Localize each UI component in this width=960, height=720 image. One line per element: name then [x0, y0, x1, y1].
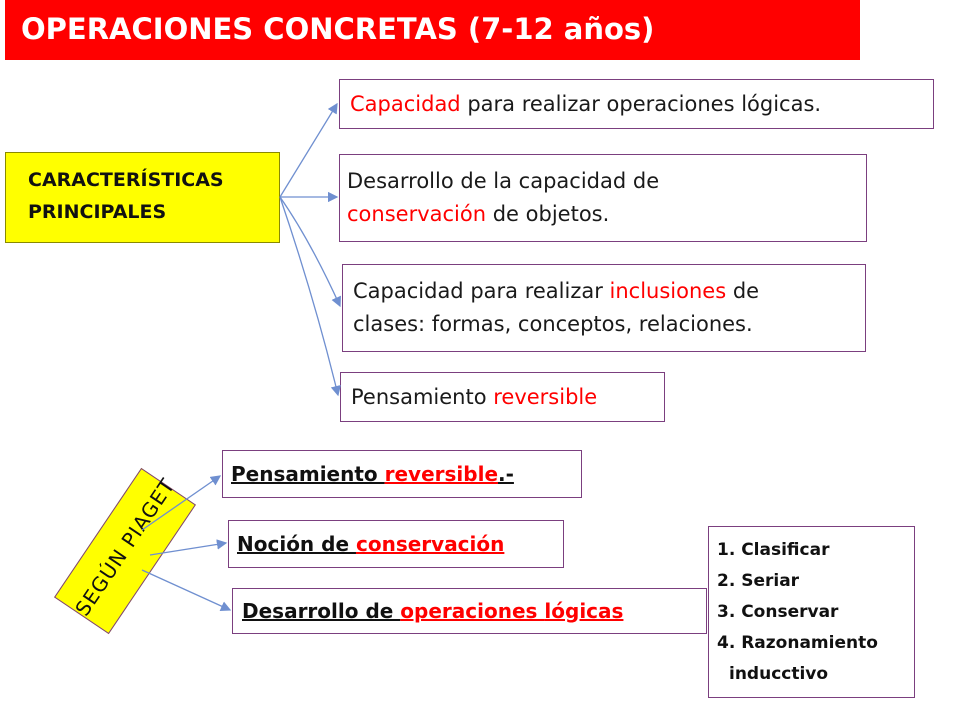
arrow-to-characteristic-1	[280, 104, 337, 197]
piaget-text: Noción de	[237, 532, 356, 556]
piaget-highlight: conservación	[355, 532, 505, 556]
piaget-conservation-notion	[228, 520, 564, 568]
characteristic-text: de	[726, 279, 760, 303]
list-item: 1. Clasificar	[717, 540, 830, 560]
characteristic-text: para realizar operaciones lógicas.	[460, 92, 822, 116]
characteristic-highlight: reversible	[493, 385, 598, 409]
piaget-reversible-thinking	[222, 450, 582, 498]
piaget-text: Pensamiento	[231, 462, 385, 486]
arrow-to-piaget-3	[142, 570, 230, 610]
piaget-highlight: operaciones	[400, 599, 545, 623]
characteristics-heading-line1: CARACTERÍSTICAS	[28, 169, 224, 191]
characteristic-conservation	[339, 154, 867, 242]
piaget-logical-operations	[232, 588, 707, 634]
list-item: 4. Razonamiento	[717, 633, 878, 653]
logical-operations-list	[708, 526, 915, 698]
characteristic-highlight: Capacidad	[350, 92, 461, 116]
characteristic-text: Desarrollo de la capacidad de	[347, 169, 660, 193]
characteristics-heading-box	[5, 152, 280, 243]
arrow-to-characteristic-3	[280, 197, 340, 306]
list-item: 2. Seriar	[717, 571, 800, 591]
characteristic-text: Pensamiento	[351, 385, 494, 409]
characteristic-text: clases: formas, conceptos, relaciones.	[353, 312, 753, 336]
arrow-to-characteristic-4	[280, 197, 338, 395]
piaget-text: .-	[498, 462, 514, 486]
characteristic-text: de objetos.	[486, 202, 610, 226]
segun-piaget-label: SEGÚN PIAGET	[70, 473, 180, 621]
characteristic-highlight: inclusiones	[609, 279, 727, 303]
piaget-text: Desarrollo de	[242, 599, 401, 623]
list-item: inducctivo	[729, 664, 829, 684]
page-title: OPERACIONES CONCRETAS (7-12 años)	[5, 0, 860, 60]
characteristic-logical-operations	[339, 79, 934, 129]
characteristic-inclusions	[342, 264, 866, 352]
characteristics-heading-line2: PRINCIPALES	[28, 201, 167, 223]
list-item: 3. Conservar	[717, 602, 839, 622]
characteristic-highlight: conservación	[347, 202, 487, 226]
characteristic-text: Capacidad para realizar	[353, 279, 610, 303]
characteristic-reversible-thinking	[340, 372, 665, 422]
piaget-highlight: lógicas	[544, 599, 624, 623]
piaget-highlight: reversible	[384, 462, 499, 486]
